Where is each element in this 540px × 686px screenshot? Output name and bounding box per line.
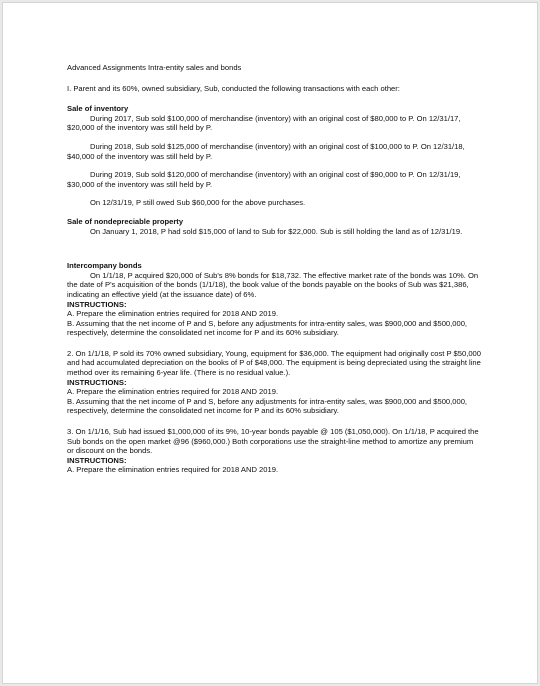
q2-instruction-b: B. Assuming that the net income of P and S, before any adjustments for intra-entity sales, was $900,000 and $500,000, respectively, determine the consolidated net income for P and its 60% subsidiary. bbox=[67, 396, 468, 416]
bonds-instruction-a: A. Prepare the elimination entries required for 2018 AND 2019. bbox=[67, 309, 279, 319]
q2-instructions-label: INSTRUCTIONS: bbox=[67, 377, 127, 387]
bonds-instructions-label: INSTRUCTIONS: bbox=[67, 299, 127, 309]
q3-instructions-label: INSTRUCTIONS: bbox=[67, 455, 127, 465]
inventory-heading: Sale of inventory bbox=[67, 104, 129, 114]
bonds-heading: Intercompany bonds bbox=[67, 261, 142, 271]
bonds-paragraph: On 1/1/18, P acquired $20,000 of Sub's 8% bonds for $18,732. The effective market rate of the bonds was 10%. On the date of P's acquisition of the bonds (1/1/18), the book value of the bonds payable on the books of Sub was $21,386, indicating an effective yield (at the issuance date) of 6%. bbox=[67, 270, 479, 299]
intro-paragraph: I. Parent and its 60%, owned subsidiary, Sub, conducted the following transactions with each other: bbox=[67, 83, 400, 93]
property-heading: Sale of nondepreciable property bbox=[67, 216, 184, 226]
inventory-2019-paragraph: During 2019, Sub sold $120,000 of merchandise (inventory) with an original cost of $90,000 to P. On 12/31/19, $30,000 of the inventory was still held by P. bbox=[67, 170, 461, 189]
document-title: Advanced Assignments Intra-entity sales and bonds bbox=[67, 63, 242, 72]
question-2-paragraph: 2. On 1/1/18, P sold its 70% owned subsidiary, Young, equipment for $36,000. The equipment had originally cost P $50,000 and had accumulated depreciation on the books of P of $48,000. The equipment is being depreciated using the straight line method over its remaining 6-year life. (There is no residual value.). bbox=[67, 348, 481, 378]
property-paragraph: On January 1, 2018, P had sold $15,000 of land to Sub for $22,000. Sub is still holding the land as of 12/31/19. bbox=[90, 226, 463, 236]
inventory-owed-paragraph: On 12/31/19, P still owed Sub $60,000 for the above purchases. bbox=[90, 198, 306, 208]
q3-instruction-a: A. Prepare the elimination entries required for 2018 AND 2019. bbox=[67, 465, 279, 475]
q2-instruction-a: A. Prepare the elimination entries required for 2018 AND 2019. bbox=[67, 387, 279, 397]
bonds-instruction-b: B. Assuming that the net income of P and S, before any adjustments for intra-entity sales, was $900,000 and $500,000, respectively, determine the consolidated net income for P and its 60% subsidiary. bbox=[67, 318, 468, 338]
document-body bbox=[67, 63, 481, 475]
inventory-2017-paragraph: During 2017, Sub sold $100,000 of merchandise (inventory) with an original cost of $80,000 to P. On 12/31/17, $20,000 of the inventory was still held by P. bbox=[67, 113, 461, 133]
question-3-paragraph: 3. On 1/1/16, Sub had issued $1,000,000 of its 9%, 10-year bonds payable @ 105 ($1,050,000). On 1/1/18, P acquired the Sub bonds on the open market @96 ($960,000.) Both corporations use the straight-line method to amortize any premium or discount on the bonds. bbox=[67, 427, 479, 456]
inventory-2018-paragraph: During 2018, Sub sold $125,000 of merchandise (inventory) with an original cost of $100,000 to P. On 12/31/18, $40,000 of the inventory was still held by P. bbox=[67, 141, 465, 161]
document-page bbox=[2, 2, 538, 684]
